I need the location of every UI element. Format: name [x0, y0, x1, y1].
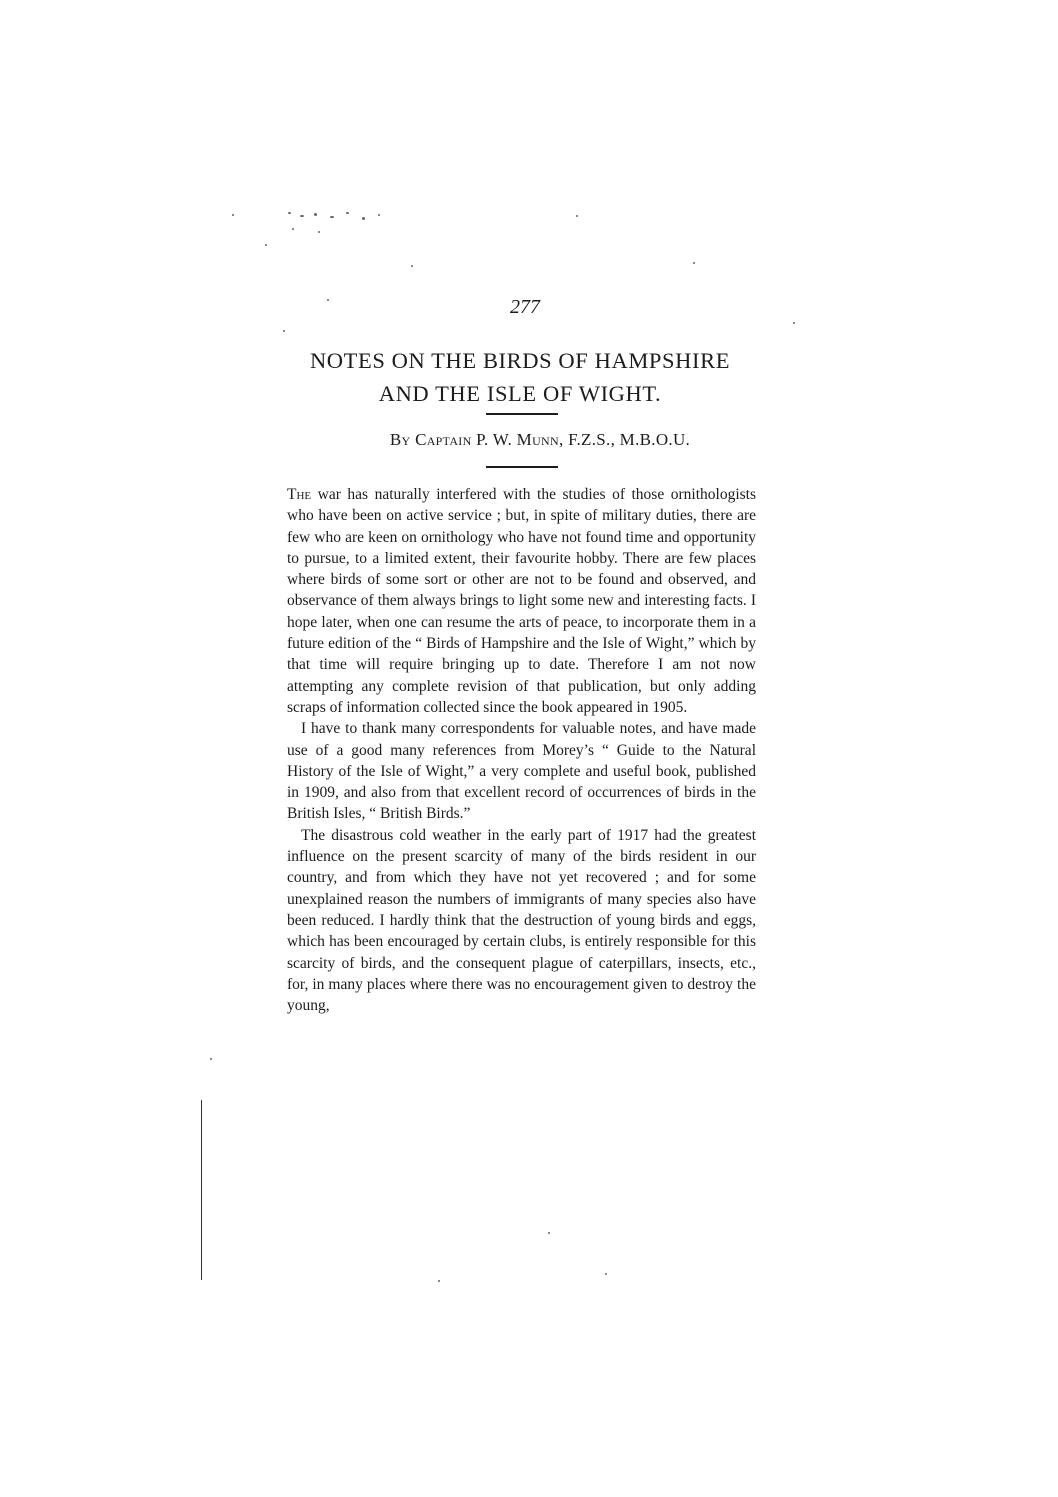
title-rule	[486, 413, 558, 415]
margin-line	[201, 1100, 202, 1280]
opening-word: The	[287, 486, 312, 503]
paragraph-2: I have to thank many correspondents for valuable notes, and have made use of a good many references from Morey’s “ Guide to the Natural History of the Isle of Wight,” a very complete and useful book, published in 1909, and also from that excellent record of occurrences of birds in the British Isles, “ British Birds.”	[287, 720, 756, 823]
title-line-2: AND THE ISLE OF WIGHT.	[378, 381, 662, 406]
byline-rule	[486, 466, 558, 468]
article-title	[230, 344, 810, 410]
title-line-1: NOTES ON THE BIRDS OF HAMPSHIRE	[309, 348, 731, 373]
page-number: 277	[510, 296, 540, 318]
byline-credentials: F.Z.S., M.B.O.U.	[568, 430, 691, 449]
paragraph-3: The disastrous cold weather in the early part of 1917 had the greatest influence on the present scarcity of many of the birds resident in our country, and from which they have not yet recovered ; and for some unexplained reason the numbers of immigrants of many species also have been reduced. I hardly think that the destruction of young birds and eggs, which has been encouraged by certain clubs, is entirely responsible for this scarcity of birds, and the consequent plague of caterpillars, insects, etc., for, in many places where there was no encouragement given to destroy the young,	[287, 826, 756, 1015]
byline-prefix: By	[389, 430, 411, 449]
byline	[220, 430, 860, 450]
article-body	[287, 484, 756, 1016]
paragraph-1	[287, 484, 756, 718]
byline-author: Captain P. W. Munn,	[415, 430, 564, 449]
paragraph-1-text: war has naturally interfered with the studies of those ornithologists who have been on active service ; but, in spite of military duties, there are few who are keen on ornithology who have not found time and opportunity to pursue, to a limited extent, their favourite hobby. There are few places where birds of some sort or other are not to be found and observed, and observance of them always brings to light some new and interesting facts. I hope later, when one can resume the arts of peace, to incorporate them in a future edition of the “ Birds of Hampshire and the Isle of Wight,” which by that time will require bringing up to date. Therefore I am not now attempting any complete revision of that publication, but only adding scraps of information collected since the book appeared in 1905.	[287, 486, 756, 716]
